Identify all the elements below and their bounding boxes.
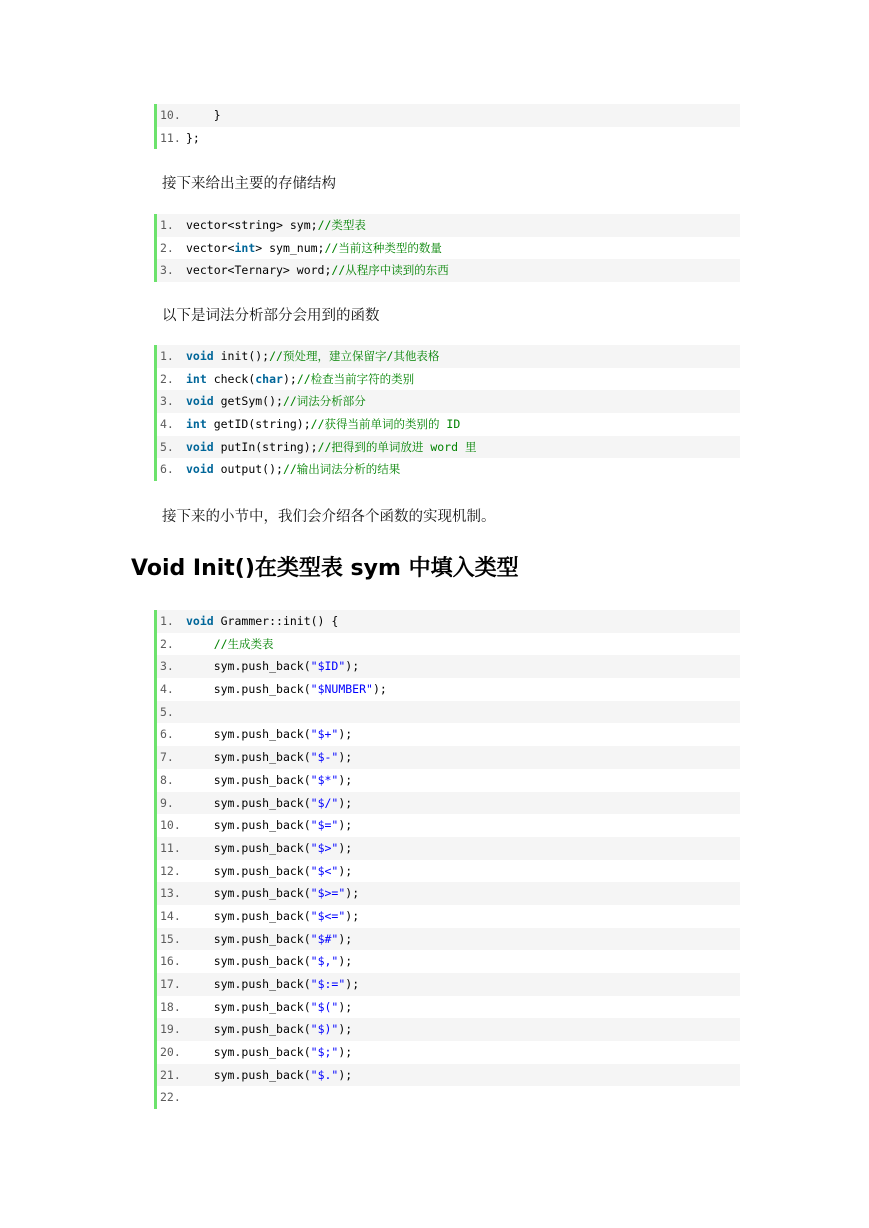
code-line [157, 1018, 740, 1041]
code-keyword: void [186, 394, 214, 409]
code-line [157, 413, 740, 436]
line-number: 6. [160, 727, 174, 742]
code-text: }; [186, 130, 200, 145]
code-text: ); [338, 818, 353, 833]
code-line [157, 1086, 740, 1109]
code-text: sym.push_back( [213, 954, 311, 969]
code-text: getID(string); [206, 417, 311, 432]
code-text: ); [338, 750, 353, 765]
code-text: ); [338, 1045, 353, 1060]
line-number: 2. [160, 240, 174, 255]
code-string: "$ID" [310, 659, 346, 674]
section-heading: Void Init()在类型表 sym 中填入类型 [131, 556, 519, 581]
code-comment: //检查当前字符的类别 [296, 371, 415, 386]
code-text: ); [338, 954, 353, 969]
code-string: "$#" [310, 931, 339, 946]
code-text: ); [338, 772, 353, 787]
code-keyword: void [186, 439, 214, 454]
line-number: 10. [160, 818, 181, 833]
code-text: sym.push_back( [213, 977, 311, 991]
code-text: > sym_num; [255, 240, 325, 255]
code-text: ); [282, 371, 297, 386]
line-number: 1. [160, 614, 174, 628]
code-line [157, 973, 740, 996]
line-number: 2. [160, 371, 174, 386]
code-text: putIn(string); [213, 439, 318, 454]
code-text: ); [372, 682, 387, 697]
line-number: 10. [160, 108, 181, 122]
code-string: "$)" [310, 1022, 339, 1037]
code-keyword: void [186, 349, 214, 363]
code-text: ); [338, 999, 353, 1014]
code-text: Grammer::init() { [213, 614, 339, 628]
code-text: sym.push_back( [213, 750, 311, 765]
code-text: ); [345, 977, 360, 991]
paragraph-next-section: 接下来的小节中，我们会介绍各个函数的实现机制。 [162, 509, 496, 525]
code-line [157, 1064, 740, 1087]
code-text: sym.push_back( [213, 886, 311, 901]
code-line [157, 905, 740, 928]
code-comment: //把得到的单词放进 word 里 [317, 439, 477, 454]
code-comment: //输出词法分析的结果 [282, 462, 401, 477]
line-number: 8. [160, 772, 174, 787]
code-text: sym.push_back( [213, 818, 311, 833]
code-line [157, 1041, 740, 1064]
code-text: output(); [213, 462, 283, 477]
code-line [157, 458, 740, 481]
code-line [157, 390, 740, 413]
code-text: sym.push_back( [213, 908, 311, 923]
code-string: "$=" [310, 818, 339, 833]
code-text: sym.push_back( [213, 840, 311, 855]
code-line [157, 814, 740, 837]
code-line [157, 769, 740, 792]
code-line [157, 259, 740, 282]
code-text: ); [338, 795, 353, 810]
line-number: 11. [160, 130, 181, 145]
code-string: "$:=" [310, 977, 346, 991]
line-number: 7. [160, 750, 174, 765]
line-number: 18. [160, 999, 181, 1014]
code-comment: //类型表 [317, 218, 366, 232]
code-line [157, 214, 740, 237]
line-number: 6. [160, 462, 174, 477]
code-text: sym.push_back( [213, 1022, 311, 1037]
line-number: 16. [160, 954, 181, 969]
code-text: ); [345, 886, 360, 901]
line-number: 19. [160, 1022, 181, 1037]
code-text: sym.push_back( [213, 727, 311, 742]
code-string: "$," [310, 954, 339, 969]
line-number: 4. [160, 417, 174, 432]
code-line [157, 996, 740, 1019]
code-comment: //预处理，建立保留字/其他表格 [269, 349, 440, 363]
code-keyword: int [186, 371, 207, 386]
line-number: 22. [160, 1090, 181, 1105]
line-number: 5. [160, 439, 174, 454]
code-comment: //从程序中读到的东西 [331, 263, 449, 278]
line-number: 1. [160, 349, 174, 363]
code-string: "$NUMBER" [310, 682, 373, 697]
code-string: "$." [310, 1067, 339, 1082]
code-string: "$<=" [310, 908, 346, 923]
code-string: "$>" [310, 840, 339, 855]
line-number: 14. [160, 908, 181, 923]
code-comment: //获得当前单词的类别的 ID [310, 417, 461, 432]
code-text: ); [338, 1067, 353, 1082]
code-text: vector<string> sym; [186, 218, 318, 232]
code-string: "$*" [310, 772, 339, 787]
code-line [157, 127, 740, 150]
code-text: getSym(); [213, 394, 283, 409]
code-line [157, 860, 740, 883]
code-line [157, 950, 740, 973]
code-keyword: int [186, 417, 207, 432]
line-number: 3. [160, 394, 174, 409]
line-number: 15. [160, 931, 181, 946]
code-block-3 [154, 345, 740, 481]
code-text: sym.push_back( [213, 795, 311, 810]
code-block-2 [154, 214, 740, 282]
code-comment: //生成类表 [213, 636, 274, 651]
code-line [157, 882, 740, 905]
code-line [157, 104, 740, 127]
code-line [157, 368, 740, 391]
code-line [157, 792, 740, 815]
paragraph-lexer-functions: 以下是词法分析部分会用到的函数 [162, 308, 380, 324]
code-text: ); [338, 1022, 353, 1037]
line-number: 11. [160, 840, 181, 855]
line-number: 1. [160, 218, 174, 232]
line-number: 3. [160, 659, 174, 674]
code-text: init(); [213, 349, 270, 363]
code-text: sym.push_back( [213, 1045, 311, 1060]
code-keyword: void [186, 462, 214, 477]
code-string: "$>=" [310, 886, 346, 901]
code-block-1 [154, 104, 740, 149]
code-text: ); [338, 863, 353, 878]
code-text: vector< [186, 240, 235, 255]
push-lines [157, 655, 740, 1109]
paragraph-storage-structure: 接下来给出主要的存储结构 [162, 176, 336, 192]
code-line [157, 633, 740, 656]
code-text: ); [338, 727, 353, 742]
line-number: 2. [160, 636, 174, 651]
code-string: "$/" [310, 795, 339, 810]
code-text: sym.push_back( [213, 1067, 311, 1082]
code-text: vector<Ternary> word; [186, 263, 332, 278]
code-block-4 [154, 610, 740, 1109]
code-string: "$;" [310, 1045, 339, 1060]
code-keyword: void [186, 614, 214, 628]
line-number: 20. [160, 1045, 181, 1060]
code-keyword: char [255, 371, 283, 386]
code-line [157, 723, 740, 746]
code-string: "$-" [310, 750, 339, 765]
code-text: ); [338, 931, 353, 946]
code-line [157, 678, 740, 701]
code-text: ); [345, 908, 360, 923]
code-text: sym.push_back( [213, 659, 311, 674]
code-text: ); [345, 659, 360, 674]
code-line [157, 436, 740, 459]
code-text: check( [206, 371, 256, 386]
code-text: sym.push_back( [213, 931, 311, 946]
code-comment: //词法分析部分 [282, 394, 366, 409]
code-text: sym.push_back( [213, 863, 311, 878]
code-line [157, 837, 740, 860]
line-number: 3. [160, 263, 174, 278]
code-line [157, 610, 740, 633]
code-line [157, 746, 740, 769]
code-keyword: int [234, 240, 256, 255]
code-text: } [186, 108, 221, 122]
code-line [157, 701, 740, 724]
line-number: 4. [160, 682, 174, 697]
code-text: sym.push_back( [213, 772, 311, 787]
line-number: 17. [160, 977, 181, 991]
code-string: "$<" [310, 863, 339, 878]
code-string: "$(" [310, 999, 339, 1014]
code-line [157, 237, 740, 260]
line-number: 9. [160, 795, 174, 810]
line-number: 21. [160, 1067, 181, 1082]
code-line [157, 655, 740, 678]
code-line [157, 345, 740, 368]
line-number: 5. [160, 704, 174, 719]
line-number: 13. [160, 886, 181, 901]
code-line [157, 928, 740, 951]
line-number: 12. [160, 863, 181, 878]
code-text: sym.push_back( [213, 682, 311, 697]
code-string: "$+" [310, 727, 339, 742]
code-comment: //当前这种类型的数量 [324, 240, 442, 255]
code-text: sym.push_back( [213, 999, 311, 1014]
code-text: ); [338, 840, 353, 855]
